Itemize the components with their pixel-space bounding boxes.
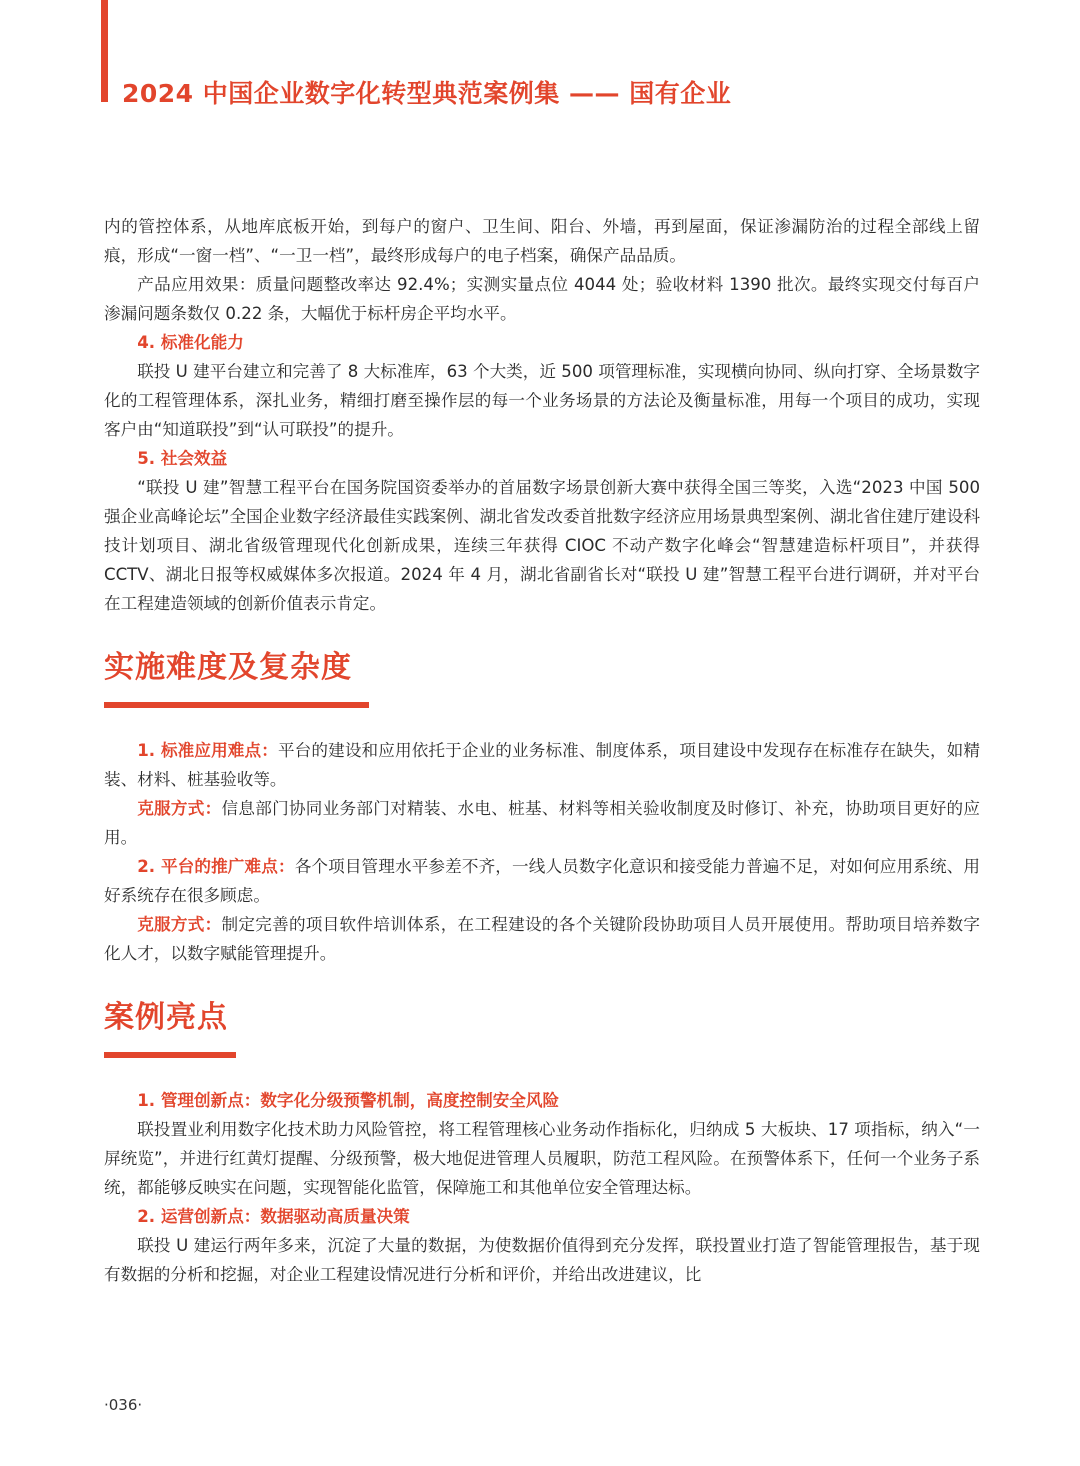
solution-item (104, 910, 980, 968)
section-title-difficulty: 实施难度及复杂度 (104, 650, 352, 685)
header-accent-bar (101, 0, 108, 102)
paragraph: 联投 U 建运行两年多来，沉淀了大量的数据，为使数据价值得到充分发挥，联投置业打造了智能管理报告，基于现有数据的分析和挖掘，对企业工程建设情况进行分析和评价，并给出改进建议，比 (104, 1236, 980, 1284)
paragraph: 联投置业利用数字化技术助力风险管控，将工程管理核心业务动作指标化，归纳成 5 大板块、17 项指标，纳入“一屏统览”，并进行红黄灯提醒、分级预警，极大地促进管理人员履职，防范工程风险。在预警体系下，任何一个业务子系统，都能够反映实在问题，实现智能化监管，保障施工和其他单位安全管理达标。 (104, 1120, 980, 1197)
difficulty-item (104, 852, 980, 910)
paragraph: 联投 U 建平台建立和完善了 8 大标准库，63 个大类，近 500 项管理标准，实现横向协同、纵向打穿、全场景数字化的工程管理体系，深扎业务，精细打磨至操作层的每一个业务场景的方法论及衡量标准，用每一个项目的成功，实现客户由“知道联投”到“认可联投”的提升。 (104, 362, 980, 439)
section-underline (104, 1052, 236, 1058)
difficulty-text: 各个项目管理水平参差不齐，一线人员数字化意识和接受能力普遍不足，对如何应用系统、用好系统存在很多顾虑。 (104, 857, 980, 905)
paragraph: 内的管控体系，从地库底板开始，到每户的窗户、卫生间、阳台、外墙，再到屋面，保证渗漏防治的过程全部线上留痕，形成“一窗一档”、“一卫一档”，最终形成每户的电子档案，确保产品品质。 (104, 217, 980, 265)
paragraph: “联投 U 建”智慧工程平台在国务院国资委举办的首届数字场景创新大赛中获得全国三等奖，入选“2023 中国 500 强企业高峰论坛”全国企业数字经济最佳实践案例、湖北省发改委首批数字经济应用场景典型案例、湖北省住建厅建设科技计划项目、湖北省级管理现代化创新成果，连续三年获得 CIOC 不动产数字化峰会“智慧建造标杆项目”，并获得 CCTV、湖北日报等权威媒体多次报道。2024 年 4 月，湖北省副省长对“联投 U 建”智慧工程平台进行调研，并对平台在工程建造领域的创新价值表示肯定。 (104, 478, 980, 613)
paragraph: 产品应用效果：质量问题整改率达 92.4%；实测实量点位 4044 处；验收材料 1390 批次。最终实现交付每百户渗漏问题条数仅 0.22 条，大幅优于标杆房企平均水平。 (104, 275, 980, 323)
section-difficulty (104, 648, 980, 968)
solution-text: 信息部门协同业务部门对精装、水电、桩基、材料等相关验收制度及时修订、补充，协助项目更好的应用。 (104, 799, 981, 847)
subheading-standardization: 4. 标准化能力 (137, 333, 244, 352)
difficulty-item (104, 736, 980, 794)
difficulty-label: 1. 标准应用难点： (137, 741, 278, 760)
subheading-social-benefit: 5. 社会效益 (137, 449, 228, 468)
highlight-heading: 1. 管理创新点：数字化分级预警机制，高度控制安全风险 (137, 1091, 560, 1110)
page-number: ·036· (104, 1396, 143, 1414)
solution-item (104, 794, 980, 852)
solution-text: 制定完善的项目软件培训体系，在工程建设的各个关键阶段协助项目人员开展使用。帮助项目培养数字化人才，以数字赋能管理提升。 (104, 915, 981, 963)
header-title: 2024 中国企业数字化转型典范案例集 —— 国有企业 (122, 79, 732, 108)
difficulty-text: 平台的建设和应用依托于企业的业务标准、制度体系，项目建设中发现存在标准存在缺失，如精装、材料、桩基验收等。 (104, 741, 980, 789)
page-content (104, 212, 980, 1289)
difficulty-label: 2. 平台的推广难点： (137, 857, 295, 876)
solution-label: 克服方式： (137, 915, 222, 934)
solution-label: 克服方式： (137, 799, 222, 818)
section-underline (104, 702, 369, 708)
highlight-heading: 2. 运营创新点：数据驱动高质量决策 (137, 1207, 410, 1226)
section-highlights (104, 998, 980, 1289)
section-title-highlights: 案例亮点 (104, 1000, 228, 1035)
